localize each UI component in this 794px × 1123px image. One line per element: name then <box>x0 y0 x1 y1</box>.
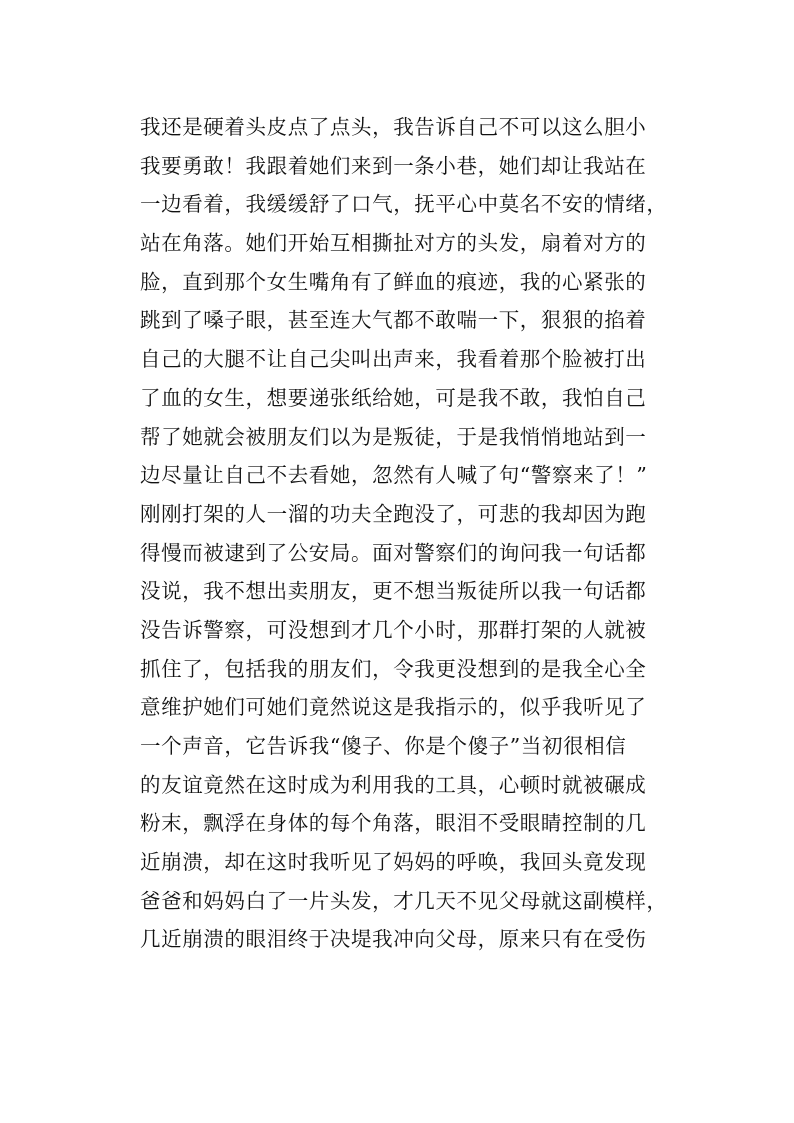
text-line: 没告诉警察，可没想到才几个小时，那群打架的人就被 <box>140 617 647 642</box>
text-line: 的友谊竟然在这时成为利用我的工具，心顿时就被碾成 <box>140 772 647 797</box>
text-line: 跳到了嗓子眼，甚至连大气都不敢喘一下，狠狠的掐着 <box>140 308 647 333</box>
text-line: 意维护她们可她们竟然说这是我指示的，似乎我听见了 <box>140 695 647 720</box>
text-line: 抓住了，包括我的朋友们，令我更没想到的是我全心全 <box>140 656 647 681</box>
text-line: 近崩溃，却在这时我听见了妈妈的呼唤，我回头竟发现 <box>140 850 647 875</box>
text-line: 没说，我不想出卖朋友，更不想当叛徒所以我一句话都 <box>140 579 647 604</box>
text-line: 自己的大腿不让自己尖叫出声来，我看着那个脸被打出 <box>140 347 647 372</box>
text-line: 得慢而被逮到了公安局。面对警察们的询问我一句话都 <box>140 540 647 565</box>
text-line: 站在角落。她们开始互相撕扯对方的头发，扇着对方的 <box>140 231 647 256</box>
text-line: 粉末，飘浮在身体的每个角落，眼泪不受眼睛控制的几 <box>140 811 647 836</box>
text-line: 一个声音，它告诉我“傻子、你是个傻子”当初很相信 <box>140 734 627 758</box>
text-line: 几近崩溃的眼泪终于决堤我冲向父母，原来只有在受伤 <box>140 927 647 952</box>
text-line: 我要勇敢！我跟着她们来到一条小巷，她们却让我站在 <box>140 153 647 178</box>
text-line: 我还是硬着头皮点了点头，我告诉自己不可以这么胆小 <box>140 115 647 139</box>
text-line: 帮了她就会被朋友们以为是叛徒，于是我悄悄地站到一 <box>140 424 647 449</box>
text-line: 脸，直到那个女生嘴角有了鲜血的痕迹，我的心紧张的 <box>140 269 647 294</box>
text-line: 刚刚打架的人一溜的功夫全跑没了，可悲的我却因为跑 <box>140 501 647 526</box>
text-line: 了血的女生，想要递张纸给她，可是我不敢，我怕自己 <box>140 385 647 410</box>
text-line: 爸爸和妈妈白了一片头发，才几天不见父母就这副模样， <box>140 888 668 913</box>
body-text <box>140 108 670 959</box>
text-line: 一边看着，我缓缓舒了口气，抚平心中莫名不安的情绪， <box>140 192 668 217</box>
text-line: 边尽量让自己不去看她，忽然有人喊了句“警察来了！” <box>140 463 648 488</box>
